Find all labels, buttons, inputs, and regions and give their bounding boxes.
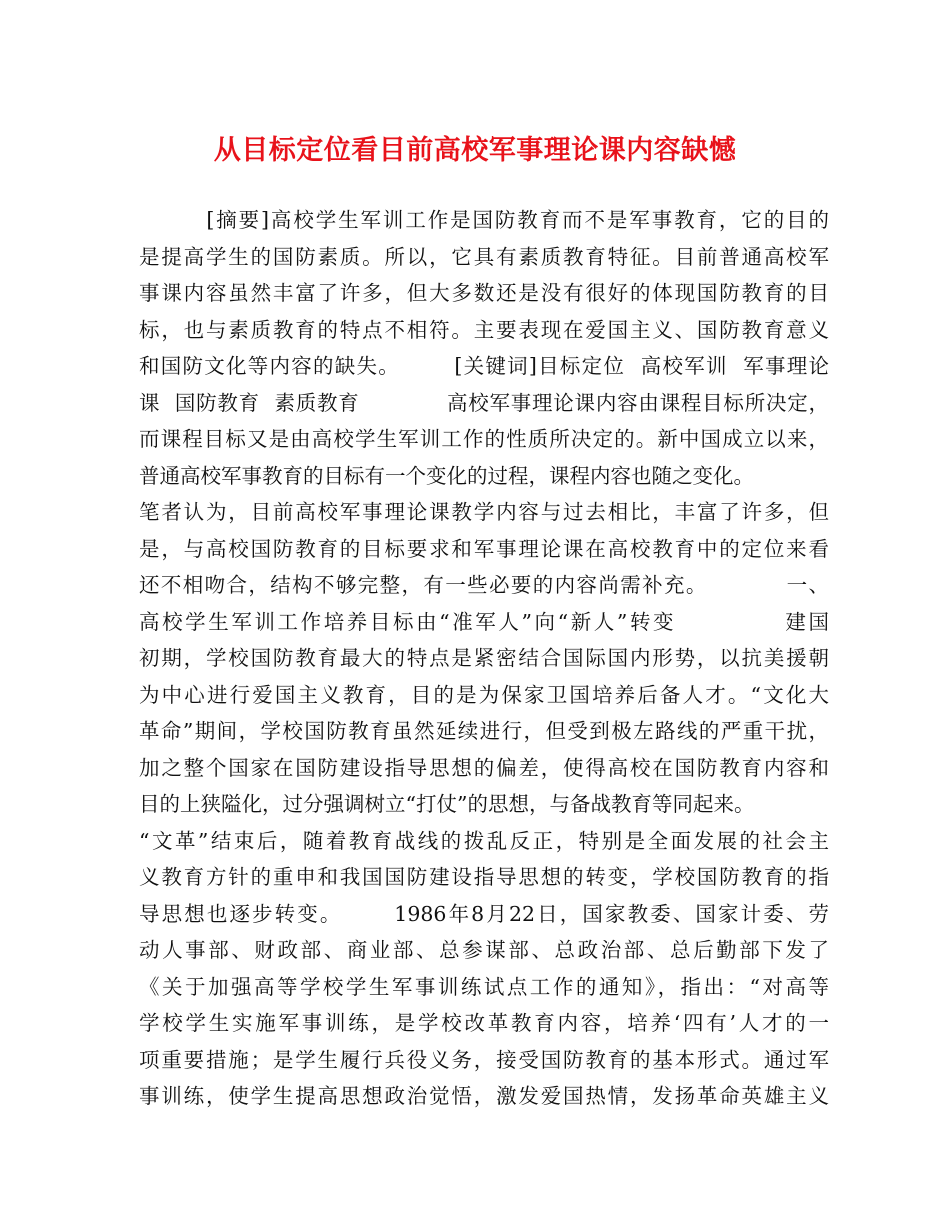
body-line: 课 国防教育 素质教育 高校军事理论课内容由课程目标所决定， [139,390,829,415]
body-line: 而课程目标又是由高校学生军训工作的性质所决定的。新中国成立以来， [139,427,829,451]
body-line: 《关于加强高等学校学生军事训练试点工作的通知》，指出：“对高等 [139,974,829,999]
body-line: 是提高学生的国防素质。所以，它具有素质教育特征。目前普通高校军 [139,244,829,269]
body-line: 学校学生实施军事训练，是学校改革教育内容，培养‘四有’人才的一 [139,1011,829,1035]
document-body [139,202,829,1115]
body-line: 高校学生军训工作培养目标由“准军人”向“新人”转变 建国 [139,609,829,634]
body-line: 和国防文化等内容的缺失。 [关键词]目标定位 高校军训 军事理论 [139,354,829,378]
body-line: 普通高校军事教育的目标有一个变化的过程，课程内容也随之变化。 [139,463,754,488]
body-line: [摘要]高校学生军训工作是国防教育而不是军事教育，它的目的 [139,208,829,232]
body-line: 还不相吻合，结构不够完整，有一些必要的内容尚需补充。 一、 [139,573,829,597]
body-line: 目的上狭隘化，过分强调树立“打仗”的思想，与备战教育等同起来。 [139,792,755,816]
body-line: 义教育方针的重申和我国国防建设指导思想的转变，学校国防教育的指 [139,865,829,889]
body-line: 标，也与素质教育的特点不相符。主要表现在爱国主义、国防教育意义 [139,317,829,342]
document-title: 从目标定位看目前高校军事理论课内容缺憾 [213,135,737,166]
body-line: “文革”结束后，随着教育战线的拨乱反正，特别是全面发展的社会主 [139,828,829,853]
body-line: 事课内容虽然丰富了许多，但大多数还是没有很好的体现国防教育的目 [139,281,829,305]
body-line: 初期，学校国防教育最大的特点是紧密结合国际国内形势，以抗美援朝 [139,646,829,670]
body-line: 事训练，使学生提高思想政治觉悟，激发爱国热情，发扬革命英雄主义 [139,1084,829,1108]
body-line: 动人事部、财政部、商业部、总参谋部、总政治部、总后勤部下发了 [139,938,829,962]
body-line: 笔者认为，目前高校军事理论课教学内容与过去相比，丰富了许多，但 [139,500,829,524]
body-line: 项重要措施；是学生履行兵役义务，接受国防教育的基本形式。通过军 [139,1047,829,1072]
body-line: 为中心进行爱国主义教育，目的是为保家卫国培养后备人才。“文化大 [139,682,829,707]
body-line: 革命”期间，学校国防教育虽然延续进行，但受到极左路线的严重干扰， [139,719,829,743]
body-line: 加之整个国家在国防建设指导思想的偏差，使得高校在国防教育内容和 [139,755,829,780]
body-line: 导思想也逐步转变。 1986年8月22日，国家教委、国家计委、劳 [139,901,829,926]
body-line: 是，与高校国防教育的目标要求和军事理论课在高校教育中的定位来看 [139,536,829,561]
